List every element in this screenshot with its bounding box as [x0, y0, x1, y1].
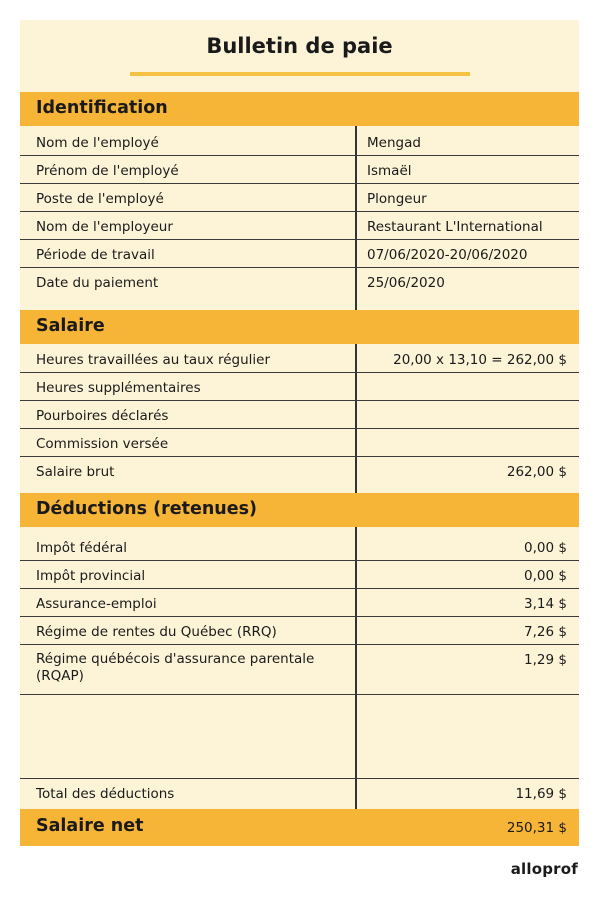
- row-label: Nom de l'employeur: [36, 219, 173, 235]
- table-row: [20, 561, 579, 589]
- row-label: Total des déductions: [36, 786, 175, 802]
- row-value: 25/06/2020: [367, 275, 445, 291]
- row-value: Mengad: [367, 135, 421, 151]
- row-value: Restaurant L'International: [367, 219, 543, 235]
- row-label: Poste de l'employé: [36, 191, 164, 207]
- row-label: Période de travail: [36, 247, 155, 263]
- row-label: Pourboires déclarés: [36, 408, 169, 424]
- net-salary-value: 250,31 $: [506, 820, 567, 836]
- total-deductions-row: [20, 778, 579, 806]
- net-salary-row: [20, 809, 579, 846]
- section-identification-header: [20, 92, 579, 126]
- table-row: [20, 156, 579, 184]
- table-row: [20, 533, 579, 561]
- row-label: Date du paiement: [36, 275, 159, 291]
- pay-stub-card: [20, 20, 579, 846]
- row-value: 0,00 $: [524, 540, 567, 556]
- row-label: Impôt provincial: [36, 568, 146, 584]
- row-label: Régime québécois d'assurance parentale (RQAP): [36, 651, 315, 684]
- row-value: 7,26 $: [524, 624, 567, 640]
- table-row: [20, 645, 579, 695]
- row-label: Heures supplémentaires: [36, 380, 201, 396]
- section-heading: Identification: [36, 98, 168, 118]
- table-row: [20, 589, 579, 617]
- row-label: Régime de rentes du Québec (RRQ): [36, 624, 277, 640]
- section-heading: Déductions (retenues): [36, 499, 258, 519]
- row-value: Ismaël: [367, 163, 412, 179]
- title-underline: [130, 72, 470, 76]
- row-value: 11,69 $: [515, 786, 567, 802]
- row-value: 1,29 $: [524, 652, 567, 668]
- section-deductions-header: [20, 493, 579, 527]
- row-label: Salaire brut: [36, 464, 115, 480]
- table-row: [20, 128, 579, 156]
- section-salaire-header: [20, 310, 579, 344]
- table-row: [20, 401, 579, 429]
- row-label: Prénom de l'employé: [36, 163, 179, 179]
- row-value: Plongeur: [367, 191, 427, 207]
- table-row: [20, 184, 579, 212]
- table-row: [20, 373, 579, 401]
- table-row: [20, 345, 579, 373]
- table-row: [20, 240, 579, 268]
- table-row: [20, 268, 579, 296]
- row-value: 07/06/2020-20/06/2020: [367, 247, 528, 263]
- title-block: [20, 20, 579, 92]
- table-row: [20, 617, 579, 645]
- row-value: 20,00 x 13,10 = 262,00 $: [393, 352, 567, 368]
- row-label: Commission versée: [36, 436, 169, 452]
- row-value: 0,00 $: [524, 568, 567, 584]
- table-row: [20, 457, 579, 485]
- table-row: [20, 429, 579, 457]
- table-row: [20, 212, 579, 240]
- section-heading: Salaire: [36, 316, 105, 336]
- row-label: Impôt fédéral: [36, 540, 128, 556]
- row-label: Assurance-emploi: [36, 596, 157, 612]
- page-title: Bulletin de paie: [206, 34, 393, 58]
- net-salary-label: Salaire net: [36, 816, 144, 836]
- row-label: Nom de l'employé: [36, 135, 159, 151]
- row-label: Heures travaillées au taux régulier: [36, 352, 271, 368]
- row-value: 262,00 $: [506, 464, 567, 480]
- brand-logo: alloprof: [510, 860, 578, 878]
- row-value: 3,14 $: [524, 596, 567, 612]
